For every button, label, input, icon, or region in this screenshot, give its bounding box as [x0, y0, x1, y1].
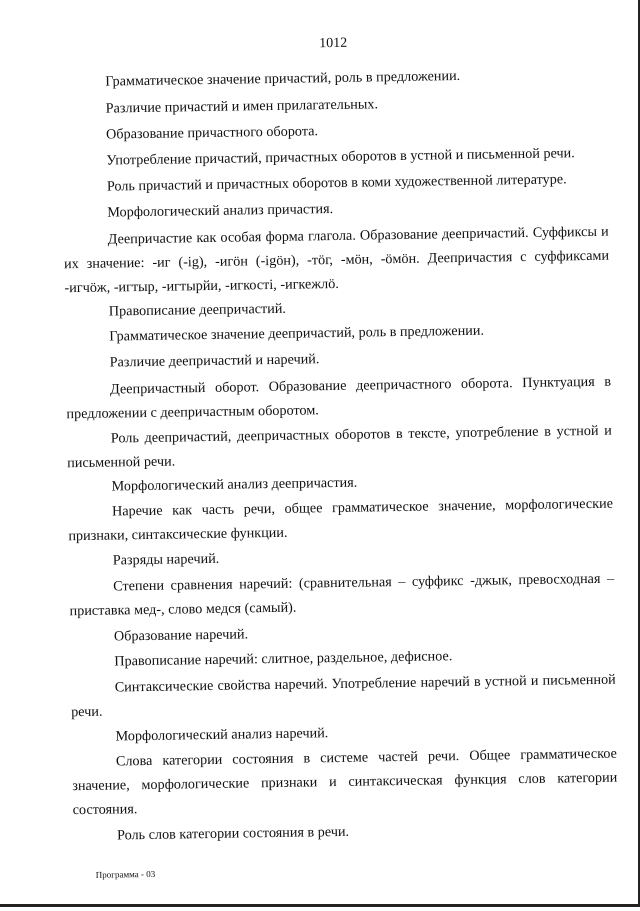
paragraph: Синтаксические свойства наречий. Употребление наречий в устной и письменной речи.	[71, 671, 616, 721]
paragraph: Морфологический анализ деепричастия.	[111, 474, 358, 495]
paragraph: Роль причастий и причастных оборотов в коми художественной литературе.	[106, 171, 567, 195]
page-content	[60, 0, 619, 911]
paragraph: Деепричастный оборот. Образование деепричастного оборота. Пунктуация в предложении с деепричастным оборотом.	[66, 373, 612, 423]
paragraph: Образование причастного оборота.	[105, 123, 319, 143]
paragraph: Разряды наречий.	[112, 550, 220, 569]
paragraph: Роль слов категории состояния в речи.	[116, 823, 350, 844]
paragraph: Слова категории состояния в системе частей речи. Общее грамматическое значение, морфологические признаки и синтаксическая функция слов категории состояния.	[72, 745, 618, 819]
page-number: 1012	[319, 35, 348, 52]
paragraph: Морфологический анализ причастия.	[107, 201, 334, 221]
page-footer: Программа - 03	[95, 868, 156, 880]
paragraph: Различие причастий и имен прилагательных.	[105, 96, 379, 117]
paragraph: Степени сравнения наречий: (сравнительная – суффикс -джык, превосходная – приставка мед-, слово медся (самый).	[69, 570, 615, 620]
paragraph: Образование наречий.	[113, 626, 249, 645]
paragraph: Правописание наречий: слитное, раздельное, дефисное.	[114, 648, 453, 670]
paragraph: Употребление причастий, причастных оборотов в устной и письменной речи.	[106, 145, 575, 169]
paragraph: Морфологический анализ наречий.	[115, 725, 329, 745]
paragraph: Наречие как часть речи, общее грамматическое значение, морфологические признаки, синтаксические функции.	[68, 495, 614, 545]
paragraph: Различие деепричастий и наречий.	[109, 351, 320, 371]
paragraph: Правописание деепричастий.	[108, 300, 287, 320]
paragraph: Деепричастие как особая форма глагола. Образование деепричастий. Суффиксы и их значение: -иг (-ig), -игöн (-igöн), -тöг, -мöн, -öмöн. Деепричастия с суффиксами -игчöж, -игтыр, -игтырйи, -игкості, -игкежлö.	[63, 223, 610, 297]
paragraph: Грамматическое значение причастий, роль в предложении.	[105, 68, 461, 90]
paragraph: Роль деепричастий, деепричастных оборотов в тексте, употребление в устной и письменной речи.	[67, 422, 612, 472]
paragraph: Грамматическое значение деепричастий, роль в предложении.	[109, 322, 485, 345]
